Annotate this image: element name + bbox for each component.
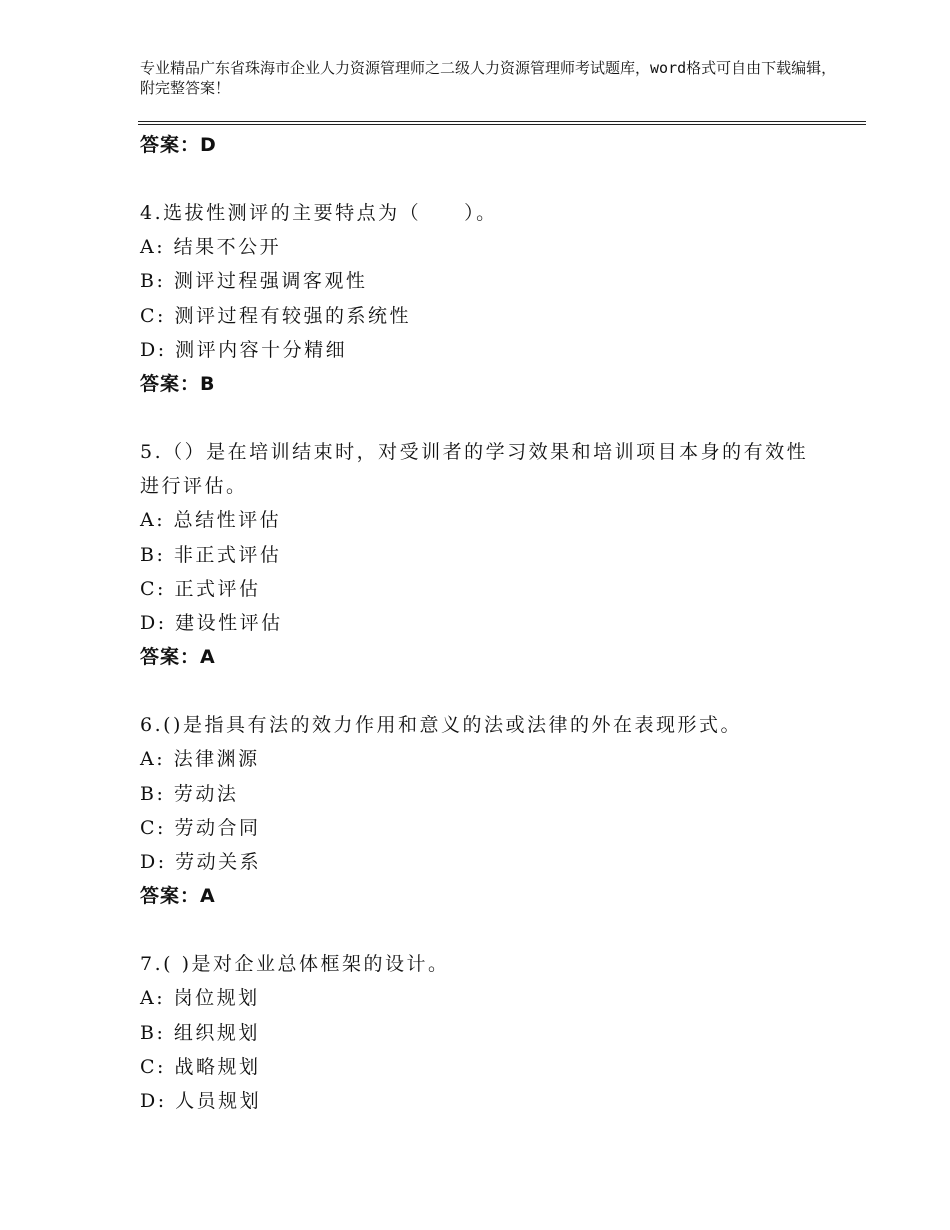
spacer	[140, 913, 820, 947]
question-stem: 5.（）是在培训结束时，对受训者的学习效果和培训项目本身的有效性进行评估。	[140, 441, 809, 498]
question-5	[140, 435, 820, 674]
answer-label: 答案：B	[140, 373, 216, 396]
option-c: C: 正式评估	[140, 577, 261, 600]
option-b: B: 劳动法	[140, 782, 239, 805]
option-a: A: 岗位规划	[140, 987, 260, 1010]
answer-label: 答案：D	[140, 134, 217, 156]
option-c: C: 测评过程有较强的系统性	[140, 304, 411, 327]
spacer	[140, 401, 820, 435]
option-d: D: 测评内容十分精细	[140, 338, 348, 361]
option-b: B: 非正式评估	[140, 543, 282, 566]
option-d: D: 劳动关系	[140, 851, 262, 874]
option-b: B: 测评过程强调客观性	[140, 270, 368, 293]
question-list	[140, 128, 820, 1118]
question-4	[140, 196, 820, 401]
header-title: 专业精品广东省珠海市企业人力资源管理师之二级人力资源管理师考试题库，word格式可自由下载编辑，附完整答案！	[140, 59, 837, 97]
document-header	[140, 58, 840, 98]
question-stem: 6.()是指具有法的效力作用和意义的法或法律的外在表现形式。	[140, 714, 742, 737]
answer-label: 答案：A	[140, 885, 216, 908]
question-6	[140, 708, 820, 913]
option-a: A: 总结性评估	[140, 509, 282, 532]
option-d: D: 建设性评估	[140, 612, 283, 635]
option-a: A: 法律渊源	[140, 748, 260, 771]
question-stem: 7.( )是对企业总体框架的设计。	[140, 953, 450, 976]
option-d: D: 人员规划	[140, 1090, 262, 1113]
spacer	[140, 674, 820, 708]
header-divider	[138, 121, 866, 125]
question-7	[140, 947, 820, 1118]
option-c: C: 战略规划	[140, 1055, 261, 1078]
option-c: C: 劳动合同	[140, 816, 261, 839]
question-stem: 4.选拔性测评的主要特点为（ ）。	[140, 202, 498, 224]
answer-label: 答案：A	[140, 646, 216, 669]
option-a: A: 结果不公开	[140, 236, 282, 259]
option-b: B: 组织规划	[140, 1021, 260, 1044]
spacer	[140, 162, 820, 196]
